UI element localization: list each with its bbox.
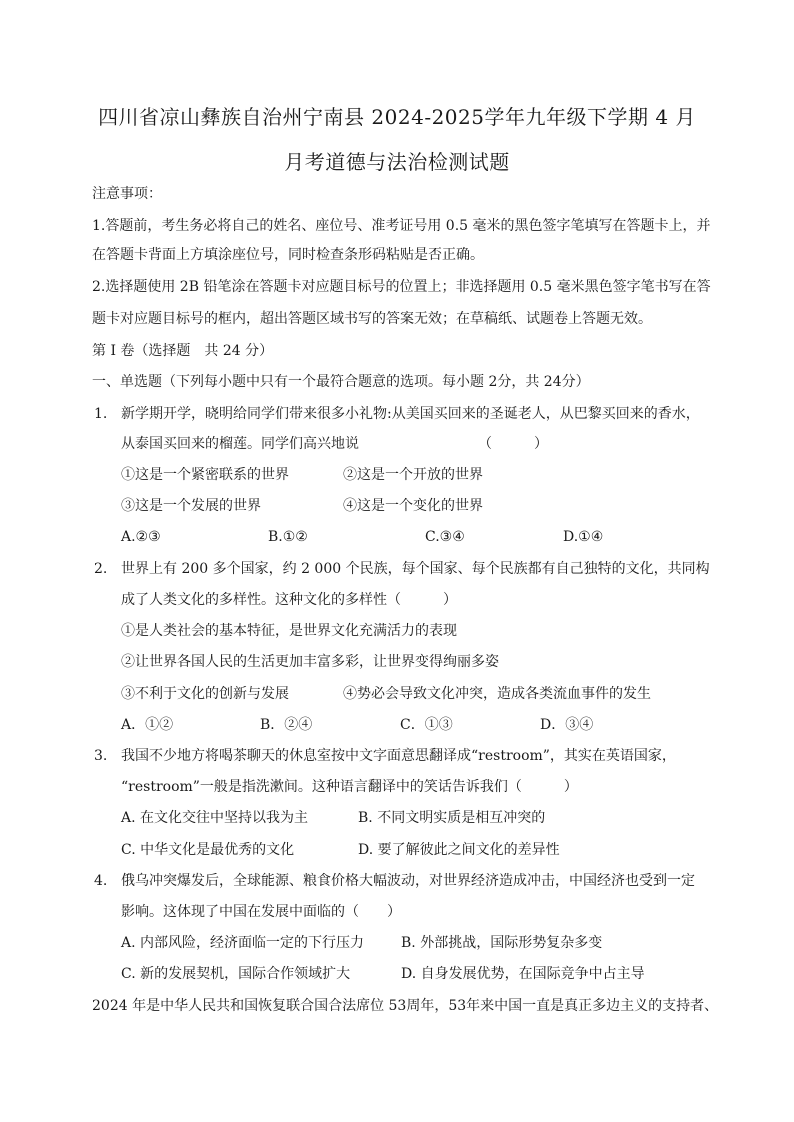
question-number: 4. — [94, 873, 108, 889]
option-d: D. 要了解彼此之间文化的差异性 — [358, 842, 560, 858]
part-title: 一、单选题（下列每小题中只有一个最符合题意的选项。每小题 2分，共 24分） — [92, 374, 590, 390]
option-c: C. 中华文化是最优秀的文化 — [121, 842, 295, 858]
question-number: 1. — [94, 406, 108, 422]
exam-title-line2: 月考道德与法治检测试题 — [284, 150, 510, 174]
question-stem-line-1: 新学期开学，晓明给同学们带来很多小礼物:从美国买回来的圣诞老人，从巴黎买回来的香水， — [121, 406, 700, 422]
option-b: B.①② — [268, 529, 308, 545]
question-stem-line-1: 俄乌冲突爆发后，全球能源、粮食价格大幅波动，对世界经济造成冲击，中国经济也受到一定 — [121, 873, 695, 889]
option-c: C．①③ — [400, 717, 453, 733]
statement-1: ①这是一个紧密联系的世界 — [121, 467, 289, 483]
option-a: A.②③ — [121, 529, 161, 545]
option-d: D. 自身发展优势，在国际竞争中占主导 — [401, 966, 645, 982]
statement-3: ③这是一个发展的世界 — [121, 498, 261, 514]
exam-title-line1: 四川省凉山彝族自治州宁南县 2024-2025学年九年级下学期 4 月 — [98, 105, 696, 129]
notice-1-line-1: 1.答题前，考生务必将自己的姓名、座位号、准考证号用 0.5 毫米的黑色签字笔填写在答题卡上，并 — [92, 218, 711, 234]
question-number: 2. — [94, 561, 108, 577]
statement-1: ①是人类社会的基本特征，是世界文化充满活力的表现 — [121, 623, 457, 639]
question-stem-line-1: 世界上有 200 多个国家，约 2 000 个民族，每个国家、每个民族都有自己独特的文化，共同构 — [121, 561, 710, 577]
statement-3: ③不利于文化的创新与发展 — [121, 686, 289, 702]
question-stem-line-1: 我国不少地方将喝茶聊天的休息室按中文字面意思翻译成“restroom”，其实在英语国家， — [121, 748, 676, 764]
option-d: D.①④ — [563, 529, 604, 545]
question-stem-line-2: “restroom”一般是指洗漱间。这种语言翻译中的笑话告诉我们（ ） — [121, 779, 578, 795]
notice-1-line-2: 在答题卡背面上方填涂座位号，同时检查条形码粘贴是否正确。 — [92, 247, 484, 263]
question-stem-line-2: 影响。这体现了中国在发展中面临的（ ） — [121, 904, 401, 920]
question-stem-line-2: 从泰国买回来的榴莲。同学们高兴地说 （ ） — [121, 436, 548, 452]
notice-2-line-1: 2.选择题使用 2B 铅笔涂在答题卡对应题目标号的位置上；非选择题用 0.5 毫米黑色签字笔书写在答 — [92, 279, 711, 295]
statement-4: ④势必会导致文化冲突，造成各类流血事件的发生 — [343, 686, 651, 702]
section-title: 第 I 卷（选择题 共 24 分） — [92, 343, 274, 359]
option-a: A. 内部风险，经济面临一定的下行压力 — [121, 935, 365, 951]
trailing-passage-line: 2024 年是中华人民共和国恢复联合国合法席位 53周年，53年来中国一直是真正多边主义的支持者、 — [92, 998, 719, 1014]
option-a: A. 在文化交往中坚持以我为主 — [121, 810, 309, 826]
option-c: C. 新的发展契机，国际合作领域扩大 — [121, 966, 351, 982]
notice-2-line-2: 题卡对应题目标号的框内，超出答题区域书写的答案无效；在草稿纸、试题卷上答题无效。 — [92, 311, 652, 327]
option-d: D．③④ — [540, 717, 594, 733]
statement-4: ④这是一个变化的世界 — [343, 498, 483, 514]
option-a: A．①② — [121, 717, 174, 733]
statement-2: ②这是一个开放的世界 — [343, 467, 483, 483]
option-b: B．②④ — [260, 717, 313, 733]
statement-2: ②让世界各国人民的生活更加丰富多彩，让世界变得绚丽多姿 — [121, 654, 499, 670]
question-number: 3. — [94, 748, 108, 764]
option-b: B. 外部挑战，国际形势复杂多变 — [401, 935, 603, 951]
option-b: B. 不同文明实质是相互冲突的 — [358, 810, 546, 826]
notice-heading: 注意事项： — [92, 186, 162, 202]
option-c: C.③④ — [425, 529, 465, 545]
question-stem-line-2: 成了人类文化的多样性。这种文化的多样性（ ） — [121, 592, 457, 608]
